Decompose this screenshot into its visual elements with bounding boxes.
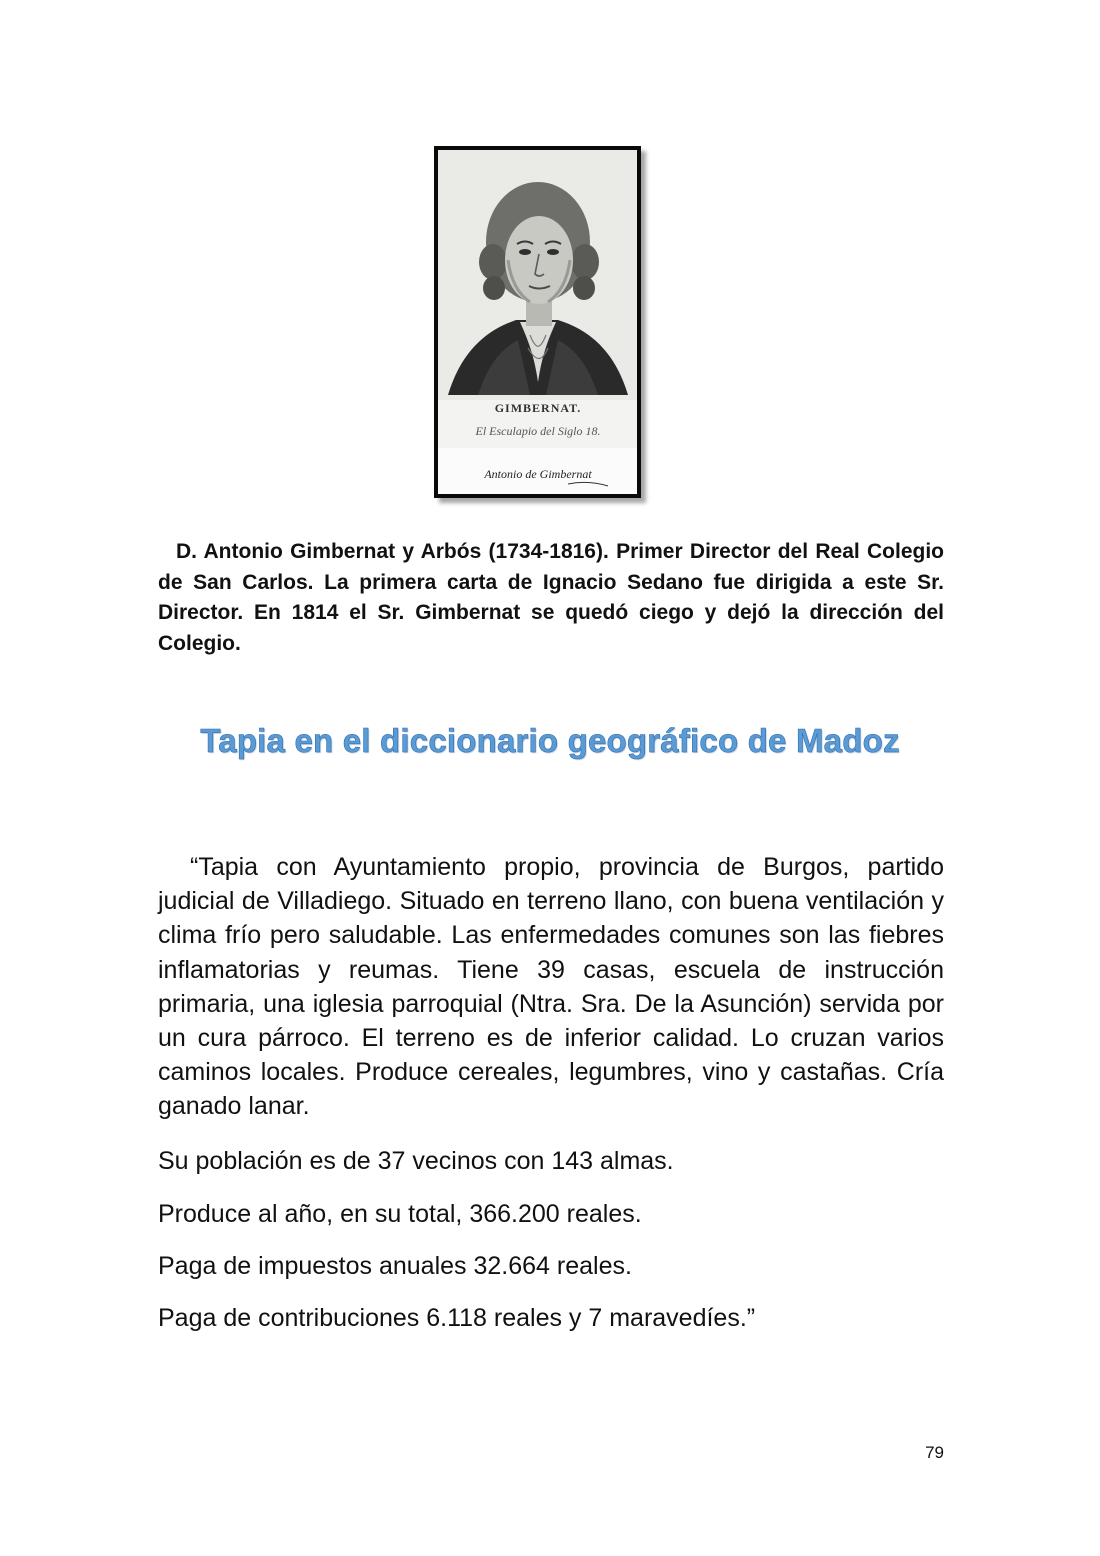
section-title: Tapia en el diccionario geográfico de Madoz <box>200 722 900 759</box>
production-line: Produce al año, en su total, 366.200 reales. <box>158 1200 642 1228</box>
taxes-line: Paga de impuestos anuales 32.664 reales. <box>158 1252 632 1280</box>
quote-paragraph: “Tapia con Ayuntamiento propio, provincia de Burgos, partido judicial de Villadiego. Situado en terreno llano, con buena ventilación y clima frío pero saludable. Las enfermedades comunes son las fiebres inflamatorias y reumas. Tiene 39 casas, escuela de instrucción primaria, una iglesia parroquial (Ntra. Sra. De la Asunción) servida por un cura párroco. El terreno es de inferior calidad. Lo cruzan varios caminos locales. Produce cereales, legumbres, vino y castañas. Cría ganado lanar. <box>158 853 944 1121</box>
engraving-subtitle: El Esculapio del Siglo 18. <box>475 424 601 438</box>
engraving-name: GIMBERNAT. <box>494 401 582 415</box>
signature: Antonio de Gimbernat <box>484 467 592 481</box>
portrait-image <box>434 146 641 498</box>
population-line: Su población es de 37 vecinos con 143 almas. <box>158 1147 674 1175</box>
page-number: 79 <box>925 1443 944 1462</box>
figure-caption: D. Antonio Gimbernat y Arbós (1734-1816). Primer Director del Real Colegio de San Carlos. La primera carta de Ignacio Sedano fue dirigida a este Sr. Director. En 1814 el Sr. Gimbernat se quedó ciego y dejó la dirección del Colegio. <box>158 540 944 655</box>
contributions-line: Paga de contribuciones 6.118 reales y 7 maravedíes.” <box>158 1304 756 1332</box>
engraving-portrait <box>438 150 637 494</box>
